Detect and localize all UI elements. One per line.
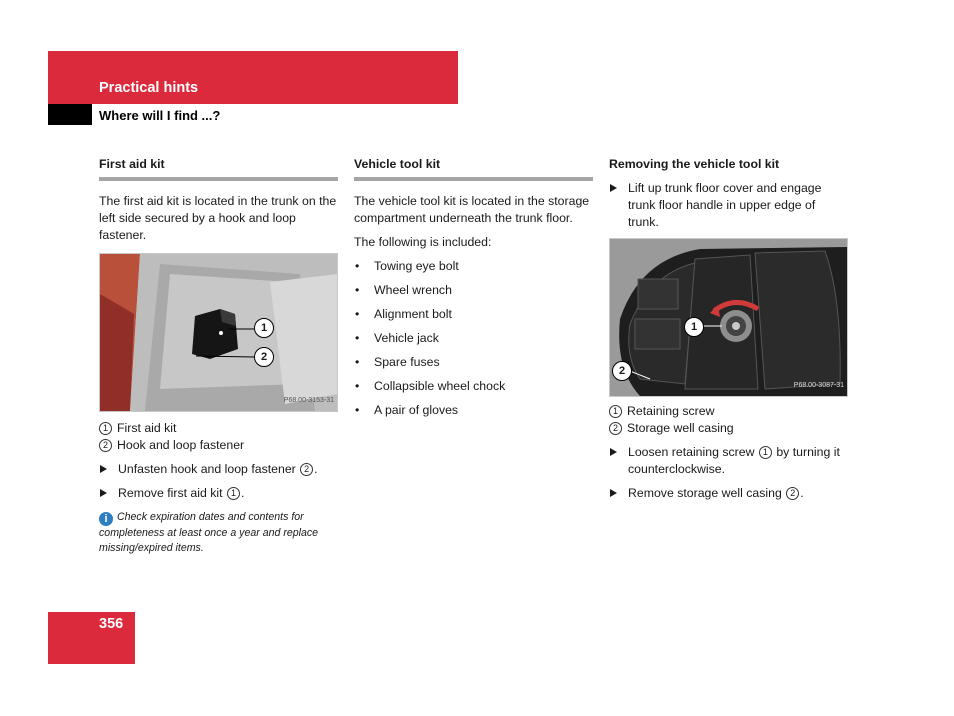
list-item: • Wheel wrench bbox=[354, 282, 593, 299]
legend-item bbox=[609, 403, 848, 420]
list-item: • Vehicle jack bbox=[354, 330, 593, 347]
first-aid-image bbox=[99, 253, 338, 412]
step-arrow-icon bbox=[610, 489, 617, 497]
legend-item bbox=[99, 420, 338, 437]
list-item: • Collapsible wheel chock bbox=[354, 378, 593, 395]
instruction-step bbox=[609, 180, 848, 231]
image-callout-1: 1 bbox=[684, 317, 704, 337]
tool-kit-lead: The following is included: bbox=[354, 235, 492, 249]
first-aid-heading: First aid kit bbox=[99, 156, 338, 181]
tool-kit-heading: Vehicle tool kit bbox=[354, 156, 593, 181]
legend-item bbox=[99, 437, 338, 454]
first-aid-kit-illustration bbox=[100, 254, 337, 411]
image-callout-1: 1 bbox=[254, 318, 274, 338]
legend-text: Hook and loop fastener bbox=[117, 438, 245, 452]
page-number: 356 bbox=[99, 616, 124, 632]
step-ref-number: 1 bbox=[227, 487, 240, 500]
step-suffix: by turning it counterclockwise. bbox=[628, 445, 840, 476]
step-arrow-icon bbox=[610, 184, 617, 192]
legend-number: 1 bbox=[609, 405, 622, 418]
list-item: • A pair of gloves bbox=[354, 402, 593, 419]
removal-heading: Removing the vehicle tool kit bbox=[609, 157, 780, 171]
storage-well-image bbox=[609, 238, 848, 397]
step-arrow-icon bbox=[100, 465, 107, 473]
legend-number: 2 bbox=[609, 422, 622, 435]
step-suffix: . bbox=[314, 462, 318, 476]
note-text: Check expiration dates and contents for completeness at least once a year and replace missing/expired items. bbox=[99, 511, 319, 554]
legend-text: Storage well casing bbox=[627, 421, 734, 435]
image-code: P68.00-3153-31 bbox=[283, 397, 334, 404]
step-arrow-icon bbox=[610, 448, 617, 456]
list-item: • Towing eye bolt bbox=[354, 258, 593, 275]
step-arrow-icon bbox=[100, 489, 107, 497]
removal-column bbox=[609, 156, 848, 509]
legend-text: Retaining screw bbox=[627, 404, 715, 418]
header-marker bbox=[48, 104, 92, 125]
list-item: • Alignment bolt bbox=[354, 306, 593, 323]
header-band bbox=[48, 51, 458, 104]
section-title: Practical hints bbox=[99, 80, 199, 96]
storage-well-illustration bbox=[610, 239, 847, 396]
legend-text: First aid kit bbox=[117, 421, 177, 435]
legend-number: 1 bbox=[99, 422, 112, 435]
instruction-step bbox=[99, 461, 338, 478]
info-note bbox=[99, 510, 338, 556]
removal-legend bbox=[609, 403, 848, 437]
tool-kit-column bbox=[354, 156, 593, 426]
step-ref-number: 1 bbox=[759, 446, 772, 459]
list-item: • Spare fuses bbox=[354, 354, 593, 371]
image-callout-2: 2 bbox=[612, 361, 632, 381]
first-aid-column bbox=[99, 156, 338, 556]
first-aid-legend bbox=[99, 420, 338, 454]
legend-number: 2 bbox=[99, 439, 112, 452]
first-aid-intro: The first aid kit is located in the trunk on the left side secured by a hook and loop fastener. bbox=[99, 194, 337, 242]
image-callout-2: 2 bbox=[254, 347, 274, 367]
step-text: Lift up trunk floor cover and engage trunk floor handle in upper edge of trunk. bbox=[628, 181, 822, 229]
instruction-step bbox=[609, 485, 848, 502]
subsection-title: Where will I find ...? bbox=[99, 108, 221, 123]
step-text: Remove storage well casing bbox=[628, 486, 782, 500]
info-icon: i bbox=[99, 512, 113, 526]
step-text: Unfasten hook and loop fastener bbox=[118, 462, 296, 476]
legend-item bbox=[609, 420, 848, 437]
step-text: Loosen retaining screw bbox=[628, 445, 755, 459]
tool-kit-list bbox=[354, 258, 593, 419]
step-ref-number: 2 bbox=[786, 487, 799, 500]
step-suffix: . bbox=[800, 486, 804, 500]
step-suffix: . bbox=[240, 486, 245, 500]
image-code: P68.00-3087-31 bbox=[793, 382, 844, 389]
instruction-step bbox=[99, 485, 338, 502]
tool-kit-intro: The vehicle tool kit is located in the storage compartment underneath the trunk floor. bbox=[354, 194, 590, 225]
step-ref-number: 2 bbox=[300, 463, 313, 476]
step-text: Remove first aid kit bbox=[118, 486, 223, 500]
instruction-step bbox=[609, 444, 848, 478]
